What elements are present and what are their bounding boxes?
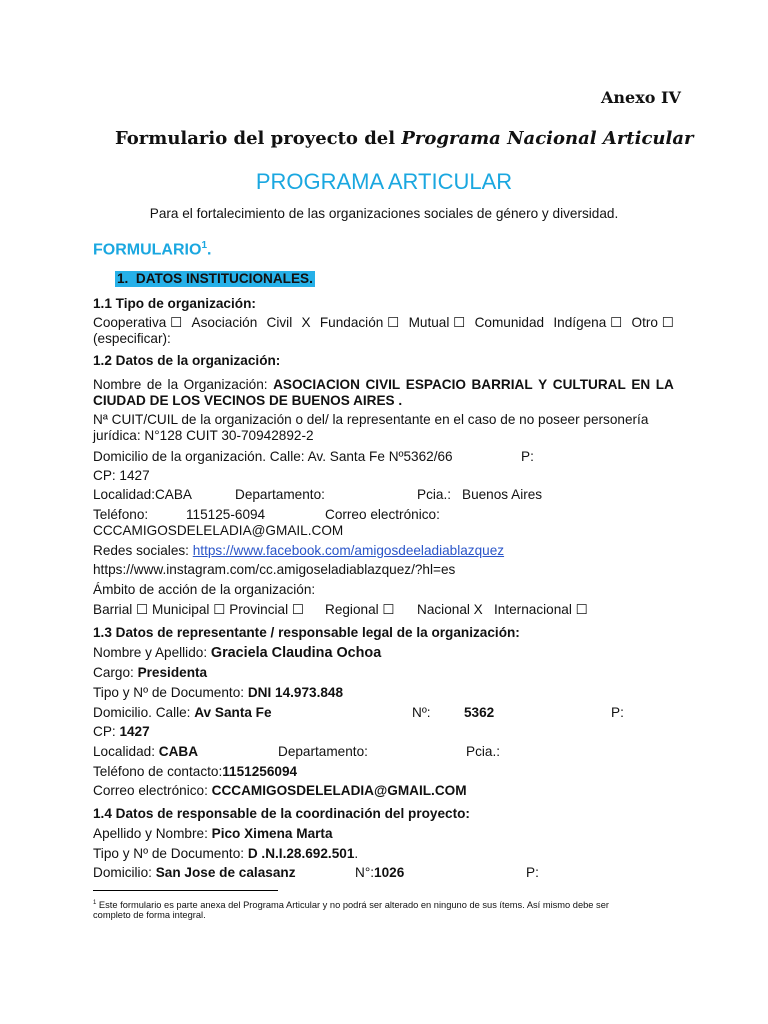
coord-nombre — [93, 826, 333, 842]
rep-pcia-label: Pcia.: — [466, 744, 500, 759]
org-correo-label: Correo electrónico: — [325, 507, 440, 522]
rep-documento — [93, 685, 343, 701]
ambito-nacional[interactable]: Nacional X — [417, 602, 483, 617]
rep-calle-label: Domicilio. Calle: — [93, 705, 195, 720]
option-civil: Civil — [266, 315, 293, 330]
option-asociacion: Asociación — [191, 315, 258, 330]
option-indigena[interactable]: Indígena ☐ — [553, 315, 623, 330]
rep-cp — [93, 724, 150, 740]
coord-calle-label: Domicilio: — [93, 865, 156, 880]
rep-cp-label: CP: — [93, 724, 120, 739]
form-title — [115, 128, 693, 149]
form-title-italic: Programa Nacional Articular — [401, 128, 694, 149]
ambito-options — [93, 602, 304, 618]
ambito-internacional[interactable]: Internacional ☐ — [494, 602, 588, 617]
rep-correo-label: Correo electrónico: — [93, 783, 212, 798]
org-pcia-label: Pcia.: — [417, 487, 451, 502]
formulario-text: FORMULARIO — [93, 241, 202, 259]
footnote-text: Este formulario es parte anexa del Programa Articular y no podrá ser alterado en ninguno de sus ítems. Así mismo debe ser — [96, 900, 609, 911]
coord-numero — [355, 865, 404, 881]
rep-tel-label: Teléfono de contacto: — [93, 764, 223, 779]
org-pcia-value: Buenos Aires — [462, 487, 543, 502]
org-telefono-value: 115125-6094 — [186, 507, 266, 522]
rep-localidad — [93, 744, 198, 760]
heading-tipo-organizacion: 1.1 Tipo de organización: — [93, 296, 256, 311]
tipo-especificar: (especificar): — [93, 331, 171, 346]
annex-label: Anexo IV — [601, 88, 681, 107]
redes-label: Redes sociales: — [93, 543, 193, 558]
coord-calle — [93, 865, 296, 881]
footnote-ref: 1 — [201, 240, 207, 251]
org-departamento-label: Departamento: — [235, 487, 325, 502]
rep-cargo — [93, 665, 207, 681]
org-name-word: ESPACIO — [405, 377, 466, 392]
rep-numero-label: Nº: — [412, 705, 431, 720]
program-subtitle: Para el fortalecimiento de las organizaciones sociales de género y diversidad. — [149, 206, 619, 221]
org-name-word: ASOCIACION — [273, 377, 360, 392]
option-cooperativa[interactable]: Cooperativa ☐ — [93, 315, 183, 330]
rep-numero-value: 5362 — [464, 705, 495, 720]
org-localidad: Localidad:CABA — [93, 487, 192, 502]
org-name-word: Organización: — [183, 377, 268, 392]
option-comunidad: Comunidad — [474, 315, 545, 330]
ambito-regional[interactable]: Regional ☐ — [325, 602, 395, 617]
heading-representante: 1.3 Datos de representante / responsable legal de la organización: — [93, 625, 520, 640]
heading-datos-organizacion: 1.2 Datos de la organización: — [93, 353, 281, 368]
rep-telefono — [93, 764, 297, 780]
form-title-prefix: Formulario del proyecto del — [115, 128, 402, 149]
tipo-organizacion-options — [93, 315, 674, 331]
footnote-divider — [93, 890, 278, 891]
rep-nombre — [93, 645, 381, 661]
ambito-label: Ámbito de acción de la organización: — [93, 582, 316, 597]
rep-calle — [93, 705, 272, 721]
rep-localidad-value: CABA — [158, 744, 199, 759]
org-name-word: EN — [631, 377, 651, 392]
org-piso-label: P: — [521, 449, 534, 464]
org-name-word: de — [146, 377, 163, 392]
coord-doc-value: D .N.I.28.692.501 — [247, 846, 355, 861]
section-heading-datos-institucionales — [115, 271, 315, 287]
rep-correo-value: CCCAMIGOSDELELADIA@GMAIL.COM — [211, 783, 467, 798]
coord-calle-value: San Jose de calasanz — [155, 865, 296, 880]
rep-cp-value: 1427 — [119, 724, 150, 739]
org-redes — [93, 543, 504, 559]
ambito-provincial[interactable]: Provincial ☐ — [229, 602, 305, 617]
rep-localidad-label: Localidad: — [93, 744, 159, 759]
rep-calle-value: Av Santa Fe — [194, 705, 272, 720]
option-otro[interactable]: Otro ☐ — [631, 315, 674, 330]
org-name-word: LA — [655, 377, 674, 392]
footnote-marker: 1 — [93, 900, 97, 906]
cuit-line1: Nª CUIT/CUIL de la organización o del/ la representante en el caso de no poseer personería — [93, 412, 649, 427]
ambito-barrial[interactable]: Barrial ☐ — [93, 602, 149, 617]
coord-numero-label: N°: — [355, 865, 375, 880]
rep-nombre-value: Graciela Claudina Ochoa — [210, 645, 382, 661]
rep-departamento-label: Departamento: — [278, 744, 368, 759]
org-name-word: BARRIAL — [471, 377, 533, 392]
org-telefono-label: Teléfono: — [93, 507, 149, 522]
org-name-word: Y — [538, 377, 548, 392]
ambito-municipal[interactable]: Municipal ☐ — [152, 602, 226, 617]
cuit-line2: jurídica: N°128 CUIT 30-70942892-2 — [93, 428, 314, 443]
instagram-url: https://www.instagram.com/cc.amigoseladiablazquez/?hl=es — [93, 562, 456, 577]
heading-coordinacion: 1.4 Datos de responsable de la coordinación del proyecto: — [93, 806, 470, 821]
rep-correo — [93, 783, 467, 799]
rep-nombre-label: Nombre y Apellido: — [93, 645, 211, 660]
section-title: DATOS INSTITUCIONALES. — [135, 271, 313, 286]
option-civil-mark[interactable]: X — [301, 315, 311, 330]
coord-documento — [93, 846, 358, 862]
org-domicilio: Domicilio de la organización. Calle: Av. Santa Fe Nº5362/66 — [93, 449, 453, 464]
option-fundacion[interactable]: Fundación ☐ — [319, 315, 400, 330]
rep-piso-label: P: — [611, 705, 624, 720]
coord-doc-suffix: . — [354, 846, 359, 861]
org-name-word: CIVIL — [365, 377, 401, 392]
rep-doc-value: DNI 14.973.848 — [247, 685, 344, 700]
rep-cargo-label: Cargo: — [93, 665, 138, 680]
org-cp: CP: 1427 — [93, 468, 150, 483]
section-number: 1. — [117, 271, 129, 286]
coord-doc-label: Tipo y Nº de Documento: — [93, 846, 248, 861]
org-name-word: CULTURAL — [552, 377, 626, 392]
footnote-line2: completo de forma integral. — [93, 910, 206, 920]
org-correo-value: CCCAMIGOSDELELADIA@GMAIL.COM — [93, 523, 344, 538]
coord-numero-value: 1026 — [374, 865, 405, 880]
org-name-word: Nombre — [93, 377, 142, 392]
rep-tel-value: 1151256094 — [222, 764, 298, 779]
formulario-dot: . — [207, 241, 212, 259]
org-name-line2: CIUDAD DE LOS VECINOS DE BUENOS AIRES . — [93, 393, 403, 408]
org-name-line — [93, 377, 674, 393]
option-mutual[interactable]: Mutual ☐ — [408, 315, 466, 330]
org-name-word: la — [167, 377, 179, 392]
formulario-heading — [93, 240, 211, 259]
coord-nombre-value: Pico Ximena Marta — [211, 826, 333, 841]
program-title: PROGRAMA ARTICULAR — [255, 169, 513, 194]
rep-cargo-value: Presidenta — [137, 665, 208, 680]
rep-doc-label: Tipo y Nº de Documento: — [93, 685, 248, 700]
facebook-link[interactable]: https://www.facebook.com/amigosdeeladiablazquez — [192, 543, 505, 558]
coord-nombre-label: Apellido y Nombre: — [93, 826, 212, 841]
coord-piso-label: P: — [526, 865, 539, 880]
